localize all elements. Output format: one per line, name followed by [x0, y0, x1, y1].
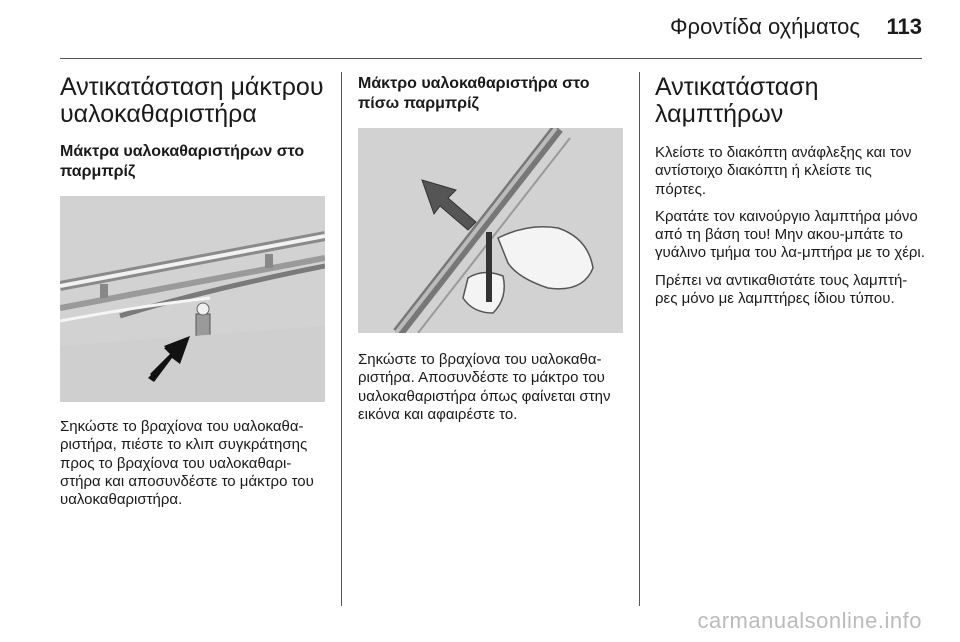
column-1	[60, 74, 330, 182]
subsection-heading: Μάκτρο υαλοκαθαριστήρα στο πίσω παρμπρίζ	[358, 75, 590, 112]
column-2	[358, 74, 628, 114]
wiper-arm-illustration	[60, 196, 325, 402]
subsection-heading: Μάκτρα υαλοκαθαριστήρων στο παρμπρίζ	[60, 143, 305, 180]
column-divider	[341, 72, 342, 606]
warning-paragraph: Κρατάτε τον καινούργιο λαμπτήρα μόνο από τη βάση του! Μην ακου-μπάτε το γυάλινο τμήμα του λα-μπτήρα με το χέρι.	[655, 207, 925, 262]
running-header-title: Φροντίδα οχήματος	[670, 14, 860, 39]
section-heading: Αντικατάσταση μάκτρου υαλοκαθαριστήρα	[60, 73, 324, 128]
column-divider	[639, 72, 640, 606]
instruction-paragraph: Πρέπει να αντικαθιστάτε τους λαμπτή-ρες μόνο με λαμπτήρες ίδιου τύπου.	[655, 271, 908, 308]
instruction-paragraph: Κλείστε το διακόπτη ανάφλεξης και τον αντίστοιχο διακόπτη ή κλείστε τις πόρτες.	[655, 144, 912, 198]
column-1-text	[60, 418, 330, 509]
rear-wiper-figure	[358, 128, 623, 333]
rear-wiper-illustration	[358, 128, 623, 333]
watermark: carmanualsonline.info	[697, 608, 922, 633]
column-3	[655, 74, 925, 308]
instruction-paragraph: Σηκώστε το βραχίονα του υαλοκαθα-ριστήρα, πιέστε το κλιπ συγκράτησης προς το βραχίονα του υαλοκαθαρι-στήρα και αποσυνδέστε το μάκτρο του υαλοκαθαριστήρα.	[60, 418, 314, 509]
section-heading: Αντικατάσταση λαμπτήρων	[655, 73, 819, 128]
page-number: 113	[886, 14, 922, 39]
column-2-text	[358, 351, 628, 424]
header-rule	[60, 58, 922, 59]
windscreen-wiper-figure	[60, 196, 325, 402]
instruction-paragraph: Σηκώστε το βραχίονα του υαλοκαθα-ριστήρα. Αποσυνδέστε το μάκτρο του υαλοκαθαριστήρα όπως φαίνεται στην εικόνα και αφαιρέστε το.	[358, 351, 611, 423]
